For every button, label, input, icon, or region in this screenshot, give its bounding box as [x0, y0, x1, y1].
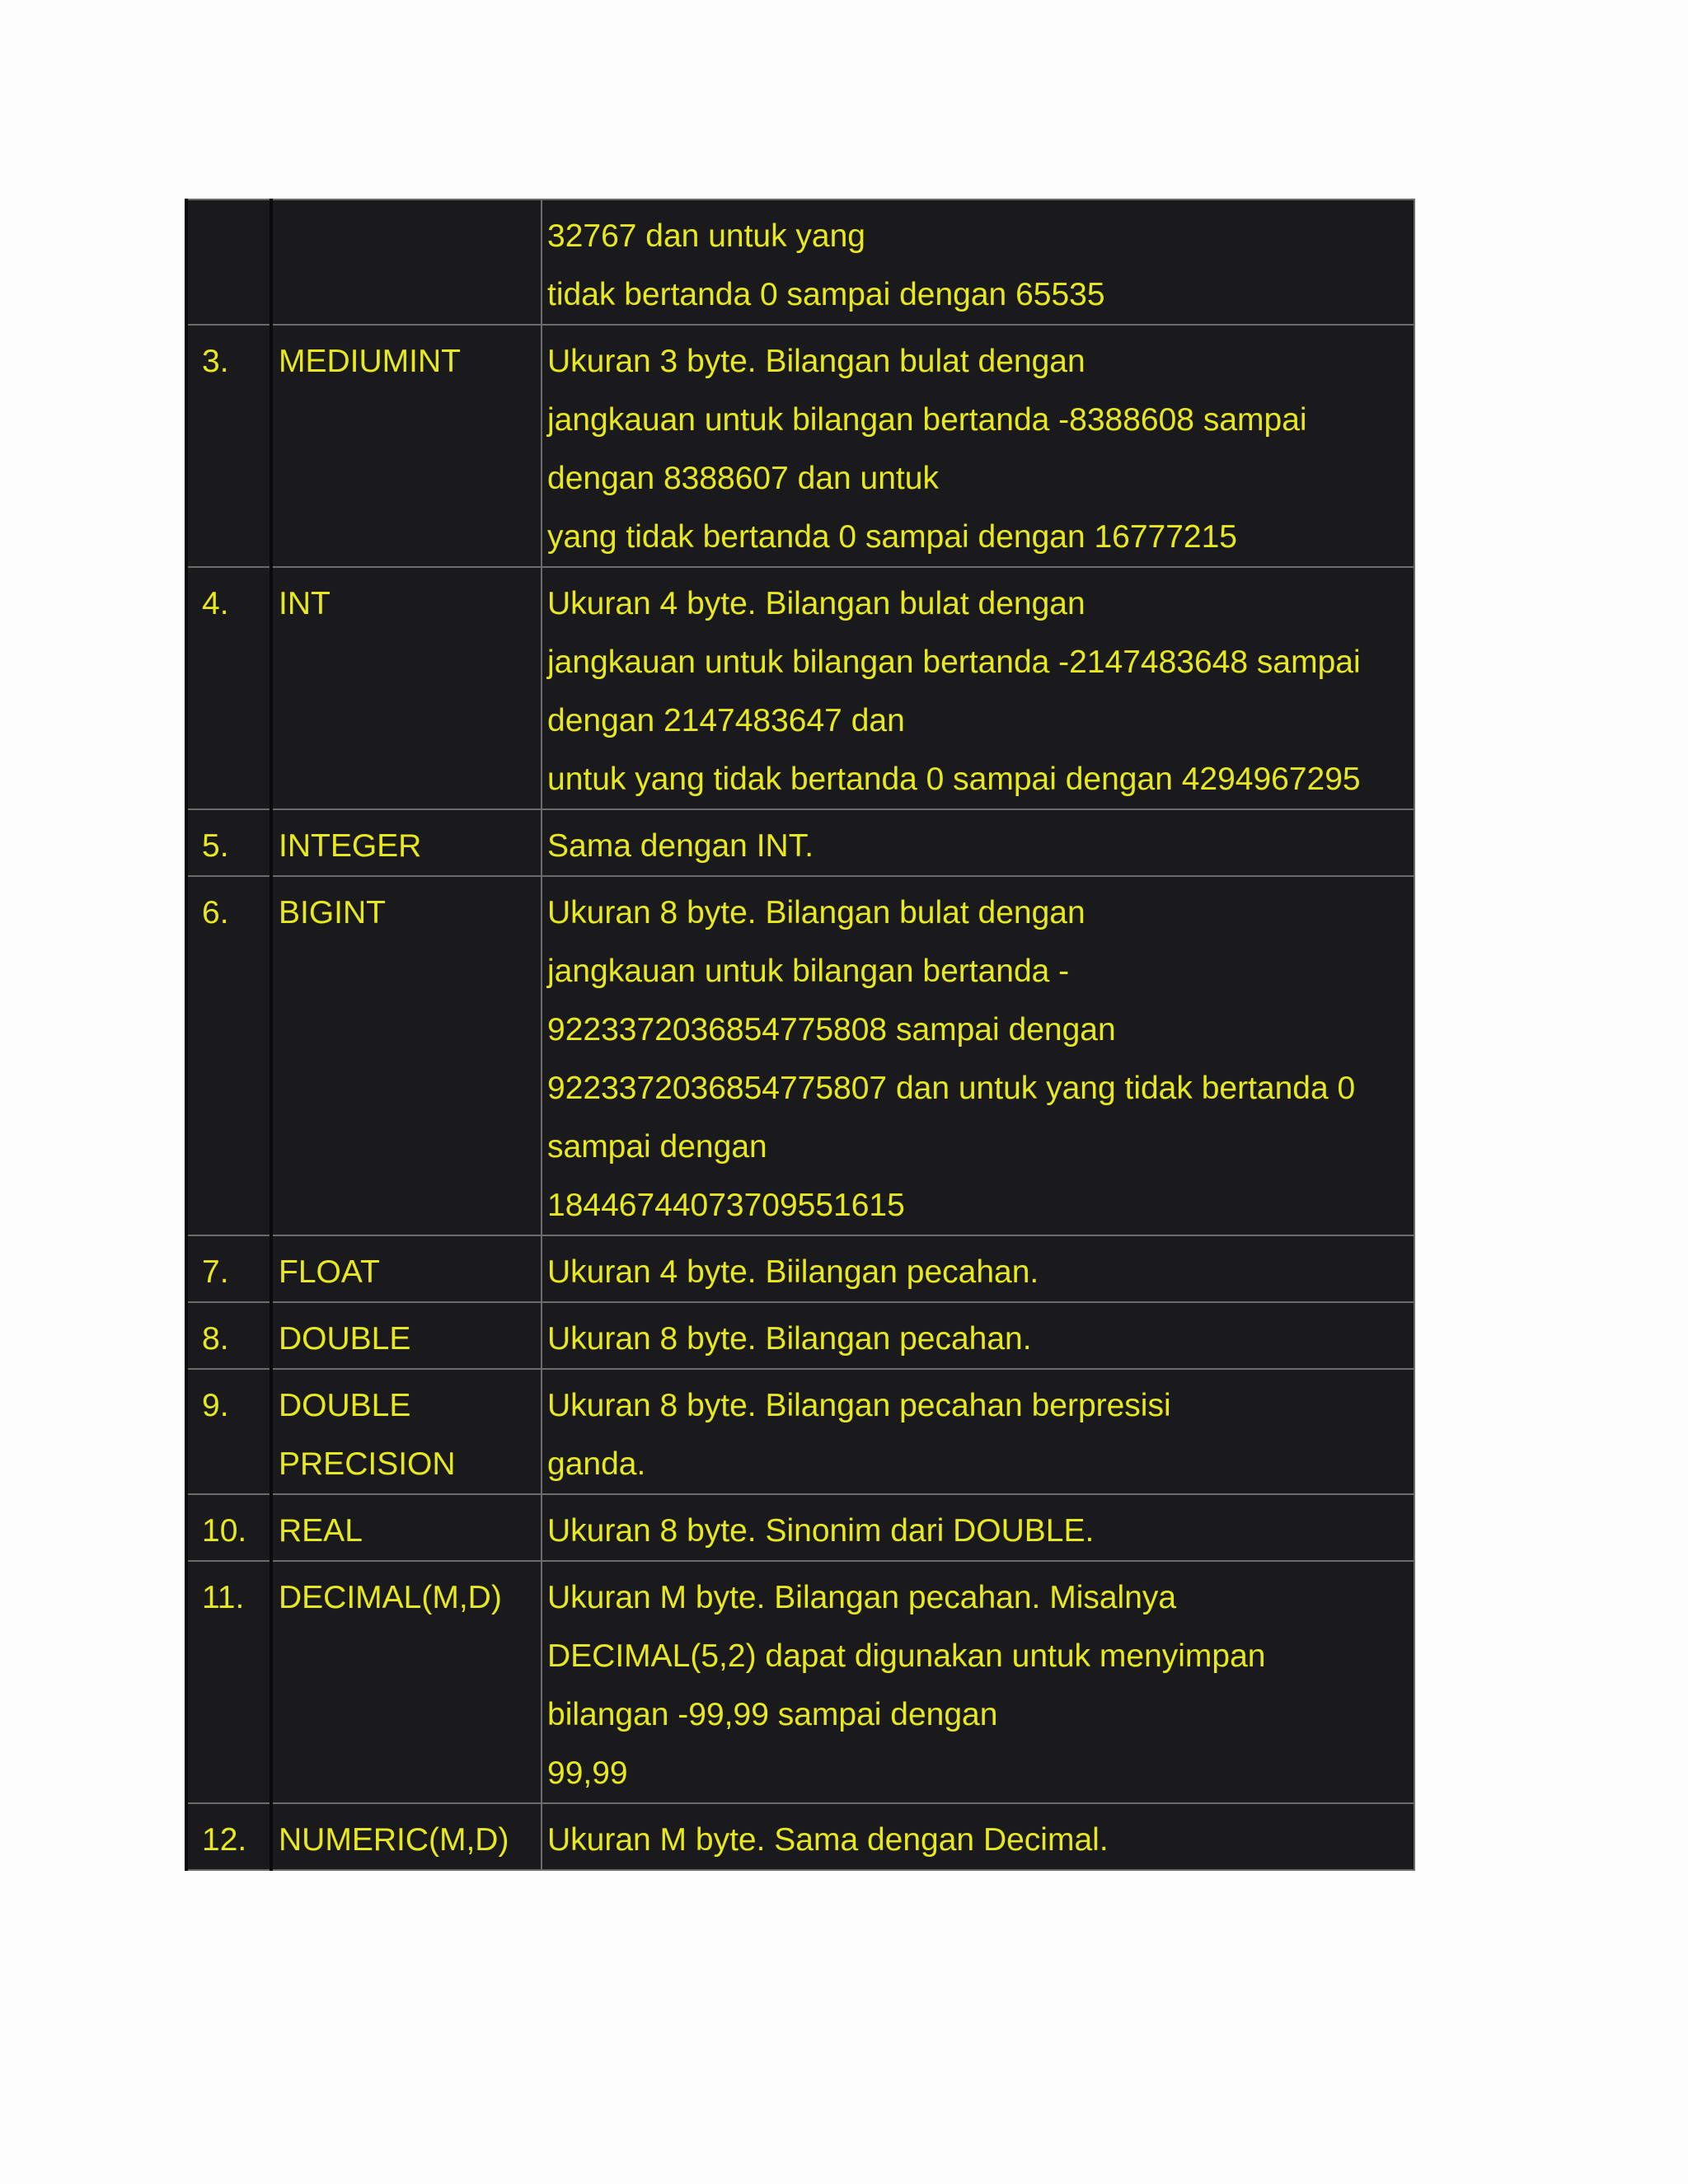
datatype-description-line: DECIMAL(5,2) dapat digunakan untuk menyimpan	[547, 1638, 1266, 1674]
datatype-description-line: Ukuran 8 byte. Sinonim dari DOUBLE.	[547, 1513, 1095, 1549]
table-row	[186, 1494, 1414, 1561]
datatype-name: NUMERIC(M,D)	[279, 1822, 509, 1858]
datatype-description-cell	[542, 1494, 1414, 1561]
row-number: 8.	[202, 1321, 229, 1357]
table-row	[186, 1803, 1414, 1870]
datatype-description-line: 9223372036854775807 dan untuk yang tidak bertanda 0	[547, 1071, 1356, 1106]
row-number-cell	[186, 1803, 271, 1870]
datatype-description-line: Ukuran 3 byte. Bilangan bulat dengan	[547, 344, 1085, 379]
datatype-description-cell	[542, 1803, 1414, 1870]
datatype-name-cell	[271, 809, 542, 876]
datatype-name-cell	[271, 567, 542, 809]
datatype-name-cell	[271, 1235, 542, 1302]
table-row	[186, 567, 1414, 809]
datatype-description-line: tidak bertanda 0 sampai dengan 65535	[547, 277, 1105, 312]
datatype-name: FLOAT	[279, 1254, 380, 1290]
datatype-description-line: dengan 2147483647 dan	[547, 703, 905, 738]
datatype-description-line: Ukuran 8 byte. Bilangan pecahan.	[547, 1321, 1032, 1357]
datatype-name: INT	[279, 586, 331, 621]
datatype-description-line: sampai dengan	[547, 1129, 767, 1165]
datatype-description-cell	[542, 1561, 1414, 1803]
datatype-description-line: 32767 dan untuk yang	[547, 218, 866, 254]
row-number-cell	[186, 1494, 271, 1561]
datatype-description-line: Ukuran M byte. Bilangan pecahan. Misalnya	[547, 1580, 1177, 1615]
datatype-description-line: jangkauan untuk bilangan bertanda -	[547, 954, 1070, 989]
datatype-description-line: ganda.	[547, 1446, 646, 1482]
datatype-name-cell	[271, 876, 542, 1235]
table-body	[186, 199, 1414, 1870]
datatype-description-line: Ukuran 8 byte. Bilangan pecahan berpresisi	[547, 1388, 1171, 1423]
datatype-description-cell	[542, 809, 1414, 876]
row-number: 9.	[202, 1388, 229, 1423]
datatype-description-line: Ukuran 4 byte. Biilangan pecahan.	[547, 1254, 1039, 1290]
datatype-description-cell	[542, 1369, 1414, 1494]
table-row	[186, 876, 1414, 1235]
datatype-name-cell	[271, 1494, 542, 1561]
datatype-name-cell	[271, 1803, 542, 1870]
datatype-name-cell	[271, 1561, 542, 1803]
row-number: 12.	[202, 1822, 247, 1858]
row-number: 3.	[202, 344, 229, 379]
table-row	[186, 809, 1414, 876]
table-row	[186, 1369, 1414, 1494]
table-row	[186, 1235, 1414, 1302]
row-number: 10.	[202, 1513, 247, 1549]
datatype-name-cell	[271, 199, 542, 325]
datatype-description-cell	[542, 1302, 1414, 1369]
datatype-name-cell	[271, 1369, 542, 1494]
table-row	[186, 199, 1414, 325]
datatype-description-line: Ukuran 8 byte. Bilangan bulat dengan	[547, 895, 1085, 930]
row-number: 4.	[202, 586, 229, 621]
datatype-description-line: jangkauan untuk bilangan bertanda -2147483648 sampai	[547, 644, 1361, 680]
datatype-name: MEDIUMINT	[279, 344, 461, 379]
row-number-cell	[186, 325, 271, 567]
datatype-description-line: bilangan -99,99 sampai dengan	[547, 1697, 998, 1732]
datatype-description-cell	[542, 199, 1414, 325]
datatype-name: BIGINT	[279, 895, 387, 930]
datatype-description-line: dengan 8388607 dan untuk	[547, 461, 939, 496]
datatype-name: DOUBLE	[279, 1321, 411, 1357]
row-number-cell	[186, 199, 271, 325]
table-row	[186, 1561, 1414, 1803]
datatype-description-line: 18446744073709551615	[547, 1188, 905, 1223]
datatype-name: DOUBLE	[279, 1388, 411, 1423]
datatype-description-line: yang tidak bertanda 0 sampai dengan 16777215	[547, 519, 1237, 555]
row-number-cell	[186, 809, 271, 876]
datatype-description-cell	[542, 876, 1414, 1235]
row-number: 5.	[202, 828, 229, 864]
datatype-description-line: jangkauan untuk bilangan bertanda -8388608 sampai	[547, 402, 1307, 438]
row-number: 7.	[202, 1254, 229, 1290]
datatype-name: DECIMAL(M,D)	[279, 1580, 502, 1615]
datatype-name: INTEGER	[279, 828, 422, 864]
datatype-description-cell	[542, 1235, 1414, 1302]
datatype-name: REAL	[279, 1513, 363, 1549]
row-number-cell	[186, 567, 271, 809]
datatype-description-line: Ukuran M byte. Sama dengan Decimal.	[547, 1822, 1109, 1858]
datatype-description-line: Sama dengan INT.	[547, 828, 814, 864]
row-number	[202, 200, 270, 207]
row-number-cell	[186, 1369, 271, 1494]
datatype-description-line: 99,99	[547, 1755, 628, 1791]
table-row	[186, 325, 1414, 567]
datatype-name-cell	[271, 325, 542, 567]
row-number: 11.	[202, 1580, 245, 1615]
datatype-table	[185, 199, 1415, 1871]
datatype-description-cell	[542, 567, 1414, 809]
datatype-description-line: Ukuran 4 byte. Bilangan bulat dengan	[547, 586, 1085, 621]
row-number-cell	[186, 1302, 271, 1369]
row-number-cell	[186, 1561, 271, 1803]
datatype-description-line: 9223372036854775808 sampai dengan	[547, 1012, 1116, 1047]
table-row	[186, 1302, 1414, 1369]
datatype-description-cell	[542, 325, 1414, 567]
datatype-name-cell	[271, 1302, 542, 1369]
datatype-description-line: untuk yang tidak bertanda 0 sampai dengan 4294967295	[547, 762, 1361, 797]
row-number-cell	[186, 876, 271, 1235]
row-number-cell	[186, 1235, 271, 1302]
datatype-name: PRECISION	[279, 1446, 456, 1482]
row-number: 6.	[202, 895, 229, 930]
